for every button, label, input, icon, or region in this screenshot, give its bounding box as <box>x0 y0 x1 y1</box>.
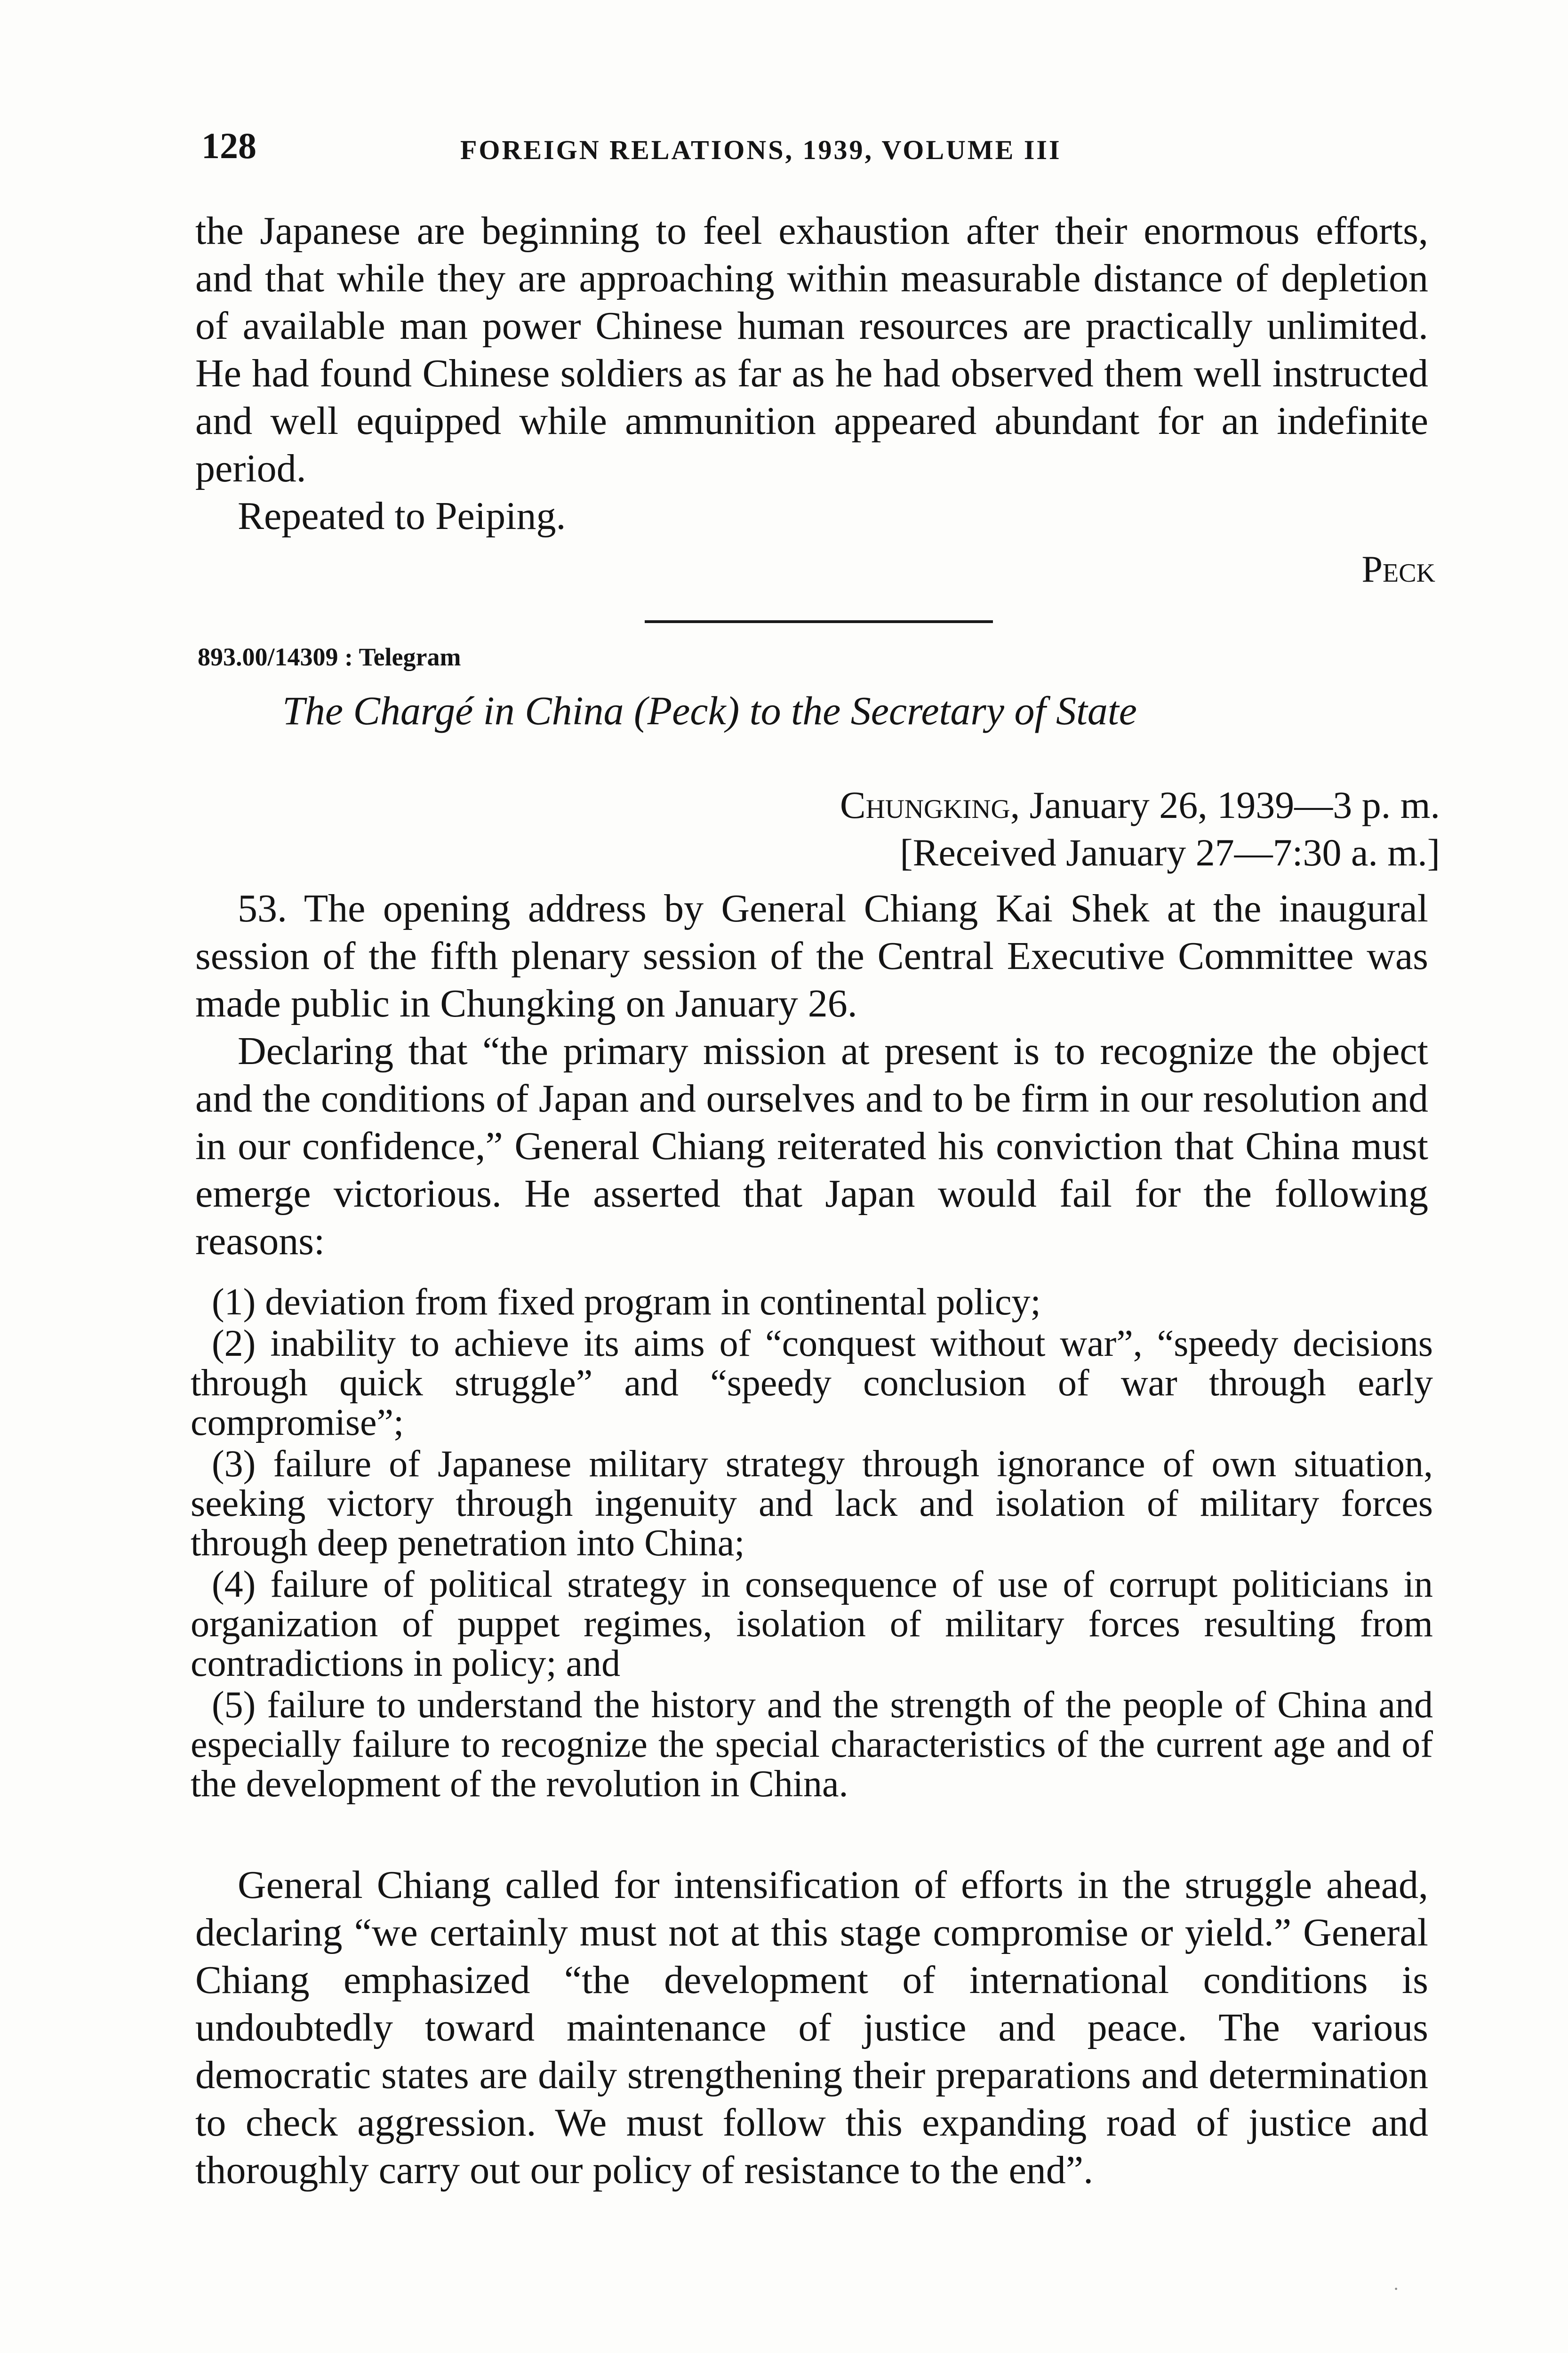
running-head <box>201 125 1190 172</box>
list-item: (5) failure to understand the history and the strength of the people of China and especially failure to recognize the special characteristics of the current age and of the development of the revolution in China. <box>191 1684 1433 1805</box>
document-heading: The Chargé in China (Peck) to the Secretary of State <box>282 688 1137 733</box>
signature: Peck <box>1361 549 1435 590</box>
dateline-place: Chungking <box>840 784 1010 826</box>
closing-block <box>195 1861 1428 2194</box>
reasons-list <box>191 1282 1433 1806</box>
list-item: (4) failure of political strategy in consequence of use of corrupt politicians in organization of puppet regimes, isolation of military forces resulting from contradictions in policy; and <box>191 1564 1433 1684</box>
closing-paragraph: General Chiang called for intensification of efforts in the struggle ahead, declaring “we certainly must not at this stage compromise or yield.” General Chiang emphasized “the development of international conditions is undoubtedly toward maintenance of justice and peace. The various democratic states are daily strengthening their preparations and determination to check aggression. We must follow this expanding road of justice and thoroughly carry out our policy of resistance to the end”. <box>195 1863 1428 2192</box>
running-title: FOREIGN RELATIONS, 1939, VOLUME III <box>460 135 1062 165</box>
page-number: 128 <box>201 125 256 166</box>
dateline <box>565 781 1440 876</box>
list-item: (3) failure of Japanese military strategy through ignorance of own situation, seeking victory through ingenuity and lack and isolation of military forces through deep penetration into China; <box>191 1443 1433 1564</box>
dateline-date: , January 26, 1939—3 p. m. <box>1010 784 1440 826</box>
list-item: (2) inability to achieve its aims of “conquest without war”, “speedy decisions through quick struggle” and “speedy conclusion of war through early compromise”; <box>191 1323 1433 1443</box>
page-mark: · <box>1393 2278 1400 2299</box>
section-divider <box>645 620 993 623</box>
dateline-sent <box>565 781 1440 829</box>
file-reference: 893.00/14309 : Telegram <box>198 643 461 671</box>
list-item: (1) deviation from fixed program in continental policy; <box>212 1281 1041 1323</box>
continuation-paragraph: the Japanese are beginning to feel exhaustion after their enormous efforts, and that while they are approaching within measurable distance of depletion of available man power Chinese human resources are practically unlimited. He had found Chinese soldiers as far as he had observed them well instructed and well equipped while ammunition appeared abundant for an indefinite period. <box>195 209 1428 490</box>
dateline-received: [Received January 27—7:30 a. m.] <box>900 831 1440 874</box>
telegram-body <box>195 885 1428 1265</box>
body-paragraph: Declaring that “the primary mission at present is to recognize the object and the conditions of Japan and ourselves and to be firm in our resolution and in our confidence,” General Chiang reiterated his conviction that China must emerge victorious. He asserted that Japan would fail for the following reasons: <box>195 1029 1428 1263</box>
body-paragraph: 53. The opening address by General Chiang Kai Shek at the inaugural session of the fifth plenary session of the Central Executive Committee was made public in Chungking on January 26. <box>195 887 1428 1025</box>
repeated-note: Repeated to Peiping. <box>238 494 566 538</box>
continuation-block <box>195 207 1428 540</box>
